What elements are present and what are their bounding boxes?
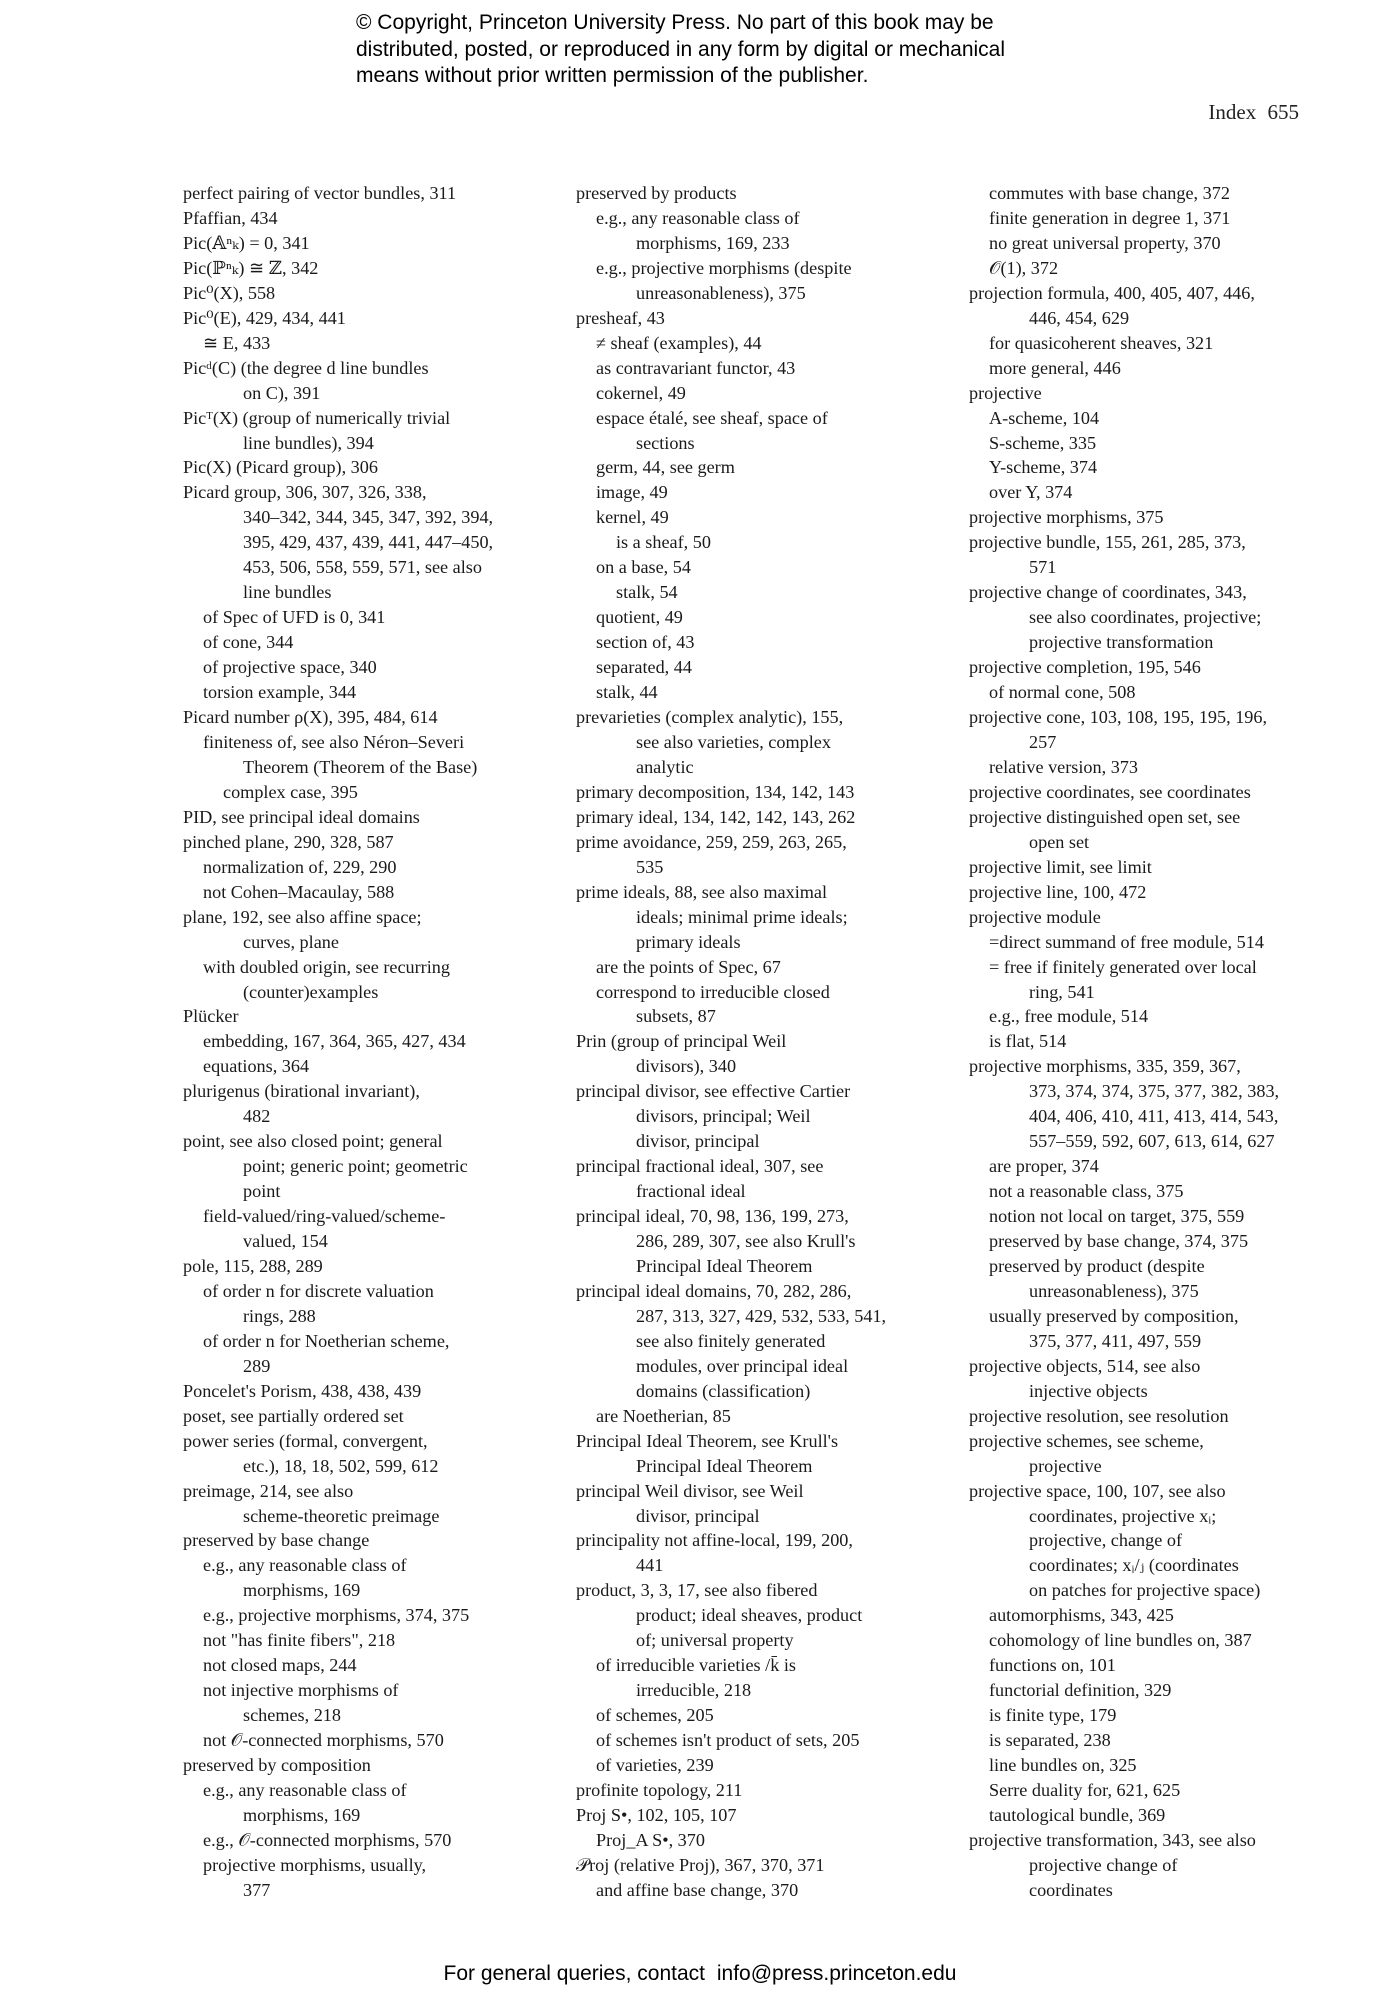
index-entry: 287, 313, 327, 429, 532, 533, 541, xyxy=(636,1305,887,1326)
index-entry: projective morphisms, 335, 359, 367, xyxy=(969,1056,1241,1077)
index-entry: not a reasonable class, 375 xyxy=(989,1181,1184,1202)
index-entry: of irreducible varieties /k̄ is xyxy=(596,1655,796,1676)
index-entry: Picard number ρ(X), 395, 484, 614 xyxy=(183,707,438,728)
index-entry: not Cohen–Macaulay, 588 xyxy=(203,881,395,902)
index-entry: product; ideal sheaves, product xyxy=(636,1605,863,1626)
index-entry: correspond to irreducible closed xyxy=(596,981,830,1002)
index-entry: e.g., any reasonable class of xyxy=(203,1780,407,1800)
index-entry: projective change of xyxy=(1029,1854,1178,1875)
index-entry: presheaf, 43 xyxy=(576,307,665,328)
index-entry: modules, over principal ideal xyxy=(636,1355,849,1376)
index-entry: point; generic point; geometric xyxy=(243,1156,468,1177)
index-entry: e.g., 𝒪-connected morphisms, 570 xyxy=(203,1829,452,1850)
footer-email-link[interactable]: info@press.princeton.edu xyxy=(716,1962,957,1985)
index-entry: of order n for discrete valuation xyxy=(203,1280,434,1301)
index-entry: prime avoidance, 259, 259, 263, 265, xyxy=(576,831,847,852)
index-entry: on patches for projective space) xyxy=(1029,1580,1261,1601)
index-entry: 482 xyxy=(243,1106,271,1127)
index-entry: projective line, 100, 472 xyxy=(969,881,1147,902)
index-entry: Pic⁰(E), 429, 434, 441 xyxy=(183,307,346,328)
index-entry: not injective morphisms of xyxy=(203,1680,399,1701)
index-entry: and affine base change, 370 xyxy=(596,1879,799,1900)
index-entry: preserved by composition xyxy=(183,1755,371,1776)
index-entry: subsets, 87 xyxy=(636,1006,716,1027)
index-entry: espace étalé, see sheaf, space of xyxy=(596,407,828,428)
index-entry: 289 xyxy=(243,1355,271,1376)
index-entry: 257 xyxy=(1029,731,1057,752)
index-entry: Pic⁰(X), 558 xyxy=(183,282,276,303)
index-entry: of schemes, 205 xyxy=(596,1705,714,1726)
index-entry: torsion example, 344 xyxy=(203,682,357,703)
index-entry: normalization of, 229, 290 xyxy=(203,856,397,877)
index-entry: Pic(X) (Picard group), 306 xyxy=(183,457,378,478)
index-entry: principal divisor, see effective Cartier xyxy=(576,1081,851,1102)
index-entry: kernel, 49 xyxy=(596,507,669,528)
index-entry: 453, 506, 558, 559, 571, see also xyxy=(243,557,482,578)
index-entry: commutes with base change, 372 xyxy=(989,183,1230,203)
index-entry: preimage, 214, see also xyxy=(183,1480,354,1501)
index-entry: ≠ sheaf (examples), 44 xyxy=(596,332,762,353)
index-entry: projective xyxy=(1029,1455,1102,1476)
index-entry: =direct summand of free module, 514 xyxy=(989,931,1264,952)
index-entry: open set xyxy=(1029,831,1090,852)
index-entry: image, 49 xyxy=(596,482,668,503)
index-entry: Serre duality for, 621, 625 xyxy=(989,1780,1181,1800)
index-entry: preserved by product (despite xyxy=(989,1255,1205,1276)
index-entry: principal fractional ideal, 307, see xyxy=(576,1156,824,1177)
index-entry: not 𝒪-connected morphisms, 570 xyxy=(203,1730,444,1751)
index-entry: notion not local on target, 375, 559 xyxy=(989,1206,1245,1227)
index-entry: e.g., free module, 514 xyxy=(989,1006,1149,1027)
index-entry: 441 xyxy=(636,1555,664,1576)
index-entry: 𝒪(1), 372 xyxy=(989,257,1059,278)
index-entry: Principal Ideal Theorem, see Krull's xyxy=(576,1430,839,1451)
section-title: Index xyxy=(1208,100,1257,124)
index-entry: for quasicoherent sheaves, 321 xyxy=(989,332,1214,353)
index-entry: PID, see principal ideal domains xyxy=(183,806,420,827)
index-entry: 377 xyxy=(243,1879,271,1900)
index-column-1 xyxy=(183,181,543,1903)
index-entry: projective limit, see limit xyxy=(969,856,1152,877)
index-entry: sections xyxy=(636,432,695,453)
index-entry: preserved by base change, 374, 375 xyxy=(989,1231,1249,1252)
index-entry: product, 3, 3, 17, see also fibered xyxy=(576,1580,818,1601)
index-entry: profinite topology, 211 xyxy=(576,1780,743,1800)
index-entry: ≅ E, 433 xyxy=(203,332,271,353)
index-entry: point, see also closed point; general xyxy=(183,1131,443,1152)
index-column-3 xyxy=(969,181,1319,1903)
index-entry: cohomology of line bundles on, 387 xyxy=(989,1630,1252,1651)
index-entry: on a base, 54 xyxy=(596,557,691,578)
index-entry: etc.), 18, 18, 502, 599, 612 xyxy=(243,1455,439,1476)
index-entry: Poncelet's Porism, 438, 438, 439 xyxy=(183,1380,422,1401)
index-entry: line bundles on, 325 xyxy=(989,1755,1137,1776)
index-entry: curves, plane xyxy=(243,931,339,952)
index-entry: projective bundle, 155, 261, 285, 373, xyxy=(969,532,1246,553)
index-entry: see also coordinates, projective; xyxy=(1029,607,1262,628)
index-entry: of; universal property xyxy=(636,1630,794,1651)
index-entry: projection formula, 400, 405, 407, 446, xyxy=(969,282,1255,303)
index-entry: functorial definition, 329 xyxy=(989,1680,1172,1701)
index-entry: projective objects, 514, see also xyxy=(969,1355,1201,1376)
index-entry: prime ideals, 88, see also maximal xyxy=(576,881,828,902)
index-entry: of schemes isn't product of sets, 205 xyxy=(596,1730,860,1751)
index-entry: Principal Ideal Theorem xyxy=(636,1455,813,1476)
index-entry: plane, 192, see also affine space; xyxy=(183,906,422,927)
page-number: 655 xyxy=(1267,100,1299,124)
index-entry: divisor, principal xyxy=(636,1505,760,1526)
index-entry: e.g., projective morphisms, 374, 375 xyxy=(203,1605,470,1626)
index-entry: equations, 364 xyxy=(203,1056,310,1077)
index-entry: not closed maps, 244 xyxy=(203,1655,357,1676)
index-entry: primary ideal, 134, 142, 142, 143, 262 xyxy=(576,806,856,827)
index-entry: morphisms, 169 xyxy=(243,1804,361,1825)
index-entry: prevarieties (complex analytic), 155, xyxy=(576,707,844,728)
index-entry: principal ideal domains, 70, 282, 286, xyxy=(576,1280,852,1301)
index-entry: irreducible, 218 xyxy=(636,1680,752,1701)
index-entry: divisor, principal xyxy=(636,1131,760,1152)
index-entry: projective schemes, see scheme, xyxy=(969,1430,1204,1451)
index-entry: 557–559, 592, 607, 613, 614, 627 xyxy=(1029,1131,1275,1152)
index-entry: projective distinguished open set, see xyxy=(969,806,1241,827)
index-entry: projective change of coordinates, 343, xyxy=(969,582,1247,603)
index-entry: of order n for Noetherian scheme, xyxy=(203,1330,450,1351)
index-entry: over Y, 374 xyxy=(989,482,1073,503)
index-entry: of Spec of UFD is 0, 341 xyxy=(203,607,386,628)
index-entry: 𝒫roj (relative Proj), 367, 370, 371 xyxy=(576,1854,825,1875)
index-entry: projective coordinates, see coordinates xyxy=(969,781,1251,802)
index-entry: 571 xyxy=(1029,557,1057,578)
index-column-2 xyxy=(576,181,936,1903)
index-entry: ideals; minimal prime ideals; xyxy=(636,906,848,927)
index-entry: e.g., any reasonable class of xyxy=(596,207,800,228)
index-entry: unreasonableness), 375 xyxy=(1029,1280,1199,1301)
index-entry: with doubled origin, see recurring xyxy=(203,956,450,977)
copyright-line: distributed, posted, or reproduced in any form by digital or mechanical xyxy=(356,37,1006,61)
index-entry: rings, 288 xyxy=(243,1305,316,1326)
index-entry: coordinates xyxy=(1029,1879,1113,1900)
index-entry: preserved by base change xyxy=(183,1530,370,1551)
index-entry: valued, 154 xyxy=(243,1231,328,1252)
copyright-notice xyxy=(356,10,1116,90)
index-entry: projective resolution, see resolution xyxy=(969,1405,1229,1426)
index-entry: stalk, 44 xyxy=(596,682,658,703)
index-entry: is a sheaf, 50 xyxy=(616,532,711,553)
index-entry: Pic(𝔸ⁿₖ) = 0, 341 xyxy=(183,232,310,253)
footer-label: For general queries, contact xyxy=(443,1962,705,1985)
index-entry: A-scheme, 104 xyxy=(989,407,1100,428)
index-entry: of varieties, 239 xyxy=(596,1755,714,1776)
index-entry: Picᵈ(C) (the degree d line bundles xyxy=(183,357,429,378)
index-entry: not "has finite fibers", 218 xyxy=(203,1630,396,1651)
index-entry: principality not affine-local, 199, 200, xyxy=(576,1530,853,1551)
index-entry: separated, 44 xyxy=(596,657,692,678)
index-entry: principal ideal, 70, 98, 136, 199, 273, xyxy=(576,1206,849,1227)
running-header xyxy=(1208,100,1299,125)
index-entry: schemes, 218 xyxy=(243,1705,341,1726)
index-entry: automorphisms, 343, 425 xyxy=(989,1605,1174,1626)
index-entry: Pfaffian, 434 xyxy=(183,207,278,228)
index-entry: plurigenus (birational invariant), xyxy=(183,1081,420,1102)
index-entry: tautological bundle, 369 xyxy=(989,1804,1166,1825)
index-entry: perfect pairing of vector bundles, 311 xyxy=(183,183,457,203)
index-entry: ring, 541 xyxy=(1029,981,1095,1002)
index-entry: projective transformation xyxy=(1029,632,1214,653)
index-entry: finiteness of, see also Néron–Severi xyxy=(203,731,465,752)
index-entry: projective transformation, 343, see also xyxy=(969,1829,1256,1850)
index-entry: fractional ideal xyxy=(636,1181,746,1202)
index-entry: more general, 446 xyxy=(989,357,1121,378)
index-entry: 373, 374, 374, 375, 377, 382, 383, xyxy=(1029,1081,1280,1102)
index-entry: is finite type, 179 xyxy=(989,1705,1117,1726)
index-entry: projective space, 100, 107, see also xyxy=(969,1480,1226,1501)
index-entry: section of, 43 xyxy=(596,632,695,653)
index-entry: see also finitely generated xyxy=(636,1330,826,1351)
index-entry: Picᵀ(X) (group of numerically trivial xyxy=(183,407,451,428)
index-entry: cokernel, 49 xyxy=(596,382,686,403)
index-entry: morphisms, 169 xyxy=(243,1580,361,1601)
index-entry: projective morphisms, usually, xyxy=(203,1854,427,1875)
index-entry: preserved by products xyxy=(576,183,737,203)
index-entry: of projective space, 340 xyxy=(203,657,377,678)
index-entry: of normal cone, 508 xyxy=(989,682,1136,703)
index-entry: Plücker xyxy=(183,1006,239,1027)
index-entry: e.g., any reasonable class of xyxy=(203,1555,407,1576)
index-entry: Proj S•, 102, 105, 107 xyxy=(576,1804,737,1825)
index-entry: no great universal property, 370 xyxy=(989,232,1221,253)
index-entry: finite generation in degree 1, 371 xyxy=(989,207,1231,228)
footer xyxy=(0,1962,1400,1986)
index-entry: functions on, 101 xyxy=(989,1655,1116,1676)
index-entry: (counter)examples xyxy=(243,981,379,1002)
index-entry: quotient, 49 xyxy=(596,607,683,628)
index-entry: primary ideals xyxy=(636,931,741,952)
index-entry: poset, see partially ordered set xyxy=(183,1405,404,1426)
index-entry: 446, 454, 629 xyxy=(1029,307,1130,328)
index-entry: as contravariant functor, 43 xyxy=(596,357,796,378)
index-entry: coordinates; xᵢ/ⱼ (coordinates xyxy=(1029,1555,1239,1576)
index-entry: unreasonableness), 375 xyxy=(636,282,806,303)
copyright-line: means without prior written permission of the publisher. xyxy=(356,64,869,87)
index-entry: embedding, 167, 364, 365, 427, 434 xyxy=(203,1031,466,1052)
index-entry: divisors, principal; Weil xyxy=(636,1106,811,1127)
index-entry: 286, 289, 307, see also Krull's xyxy=(636,1231,856,1252)
index-entry: line bundles), 394 xyxy=(243,432,374,453)
index-entry: = free if finitely generated over local xyxy=(989,956,1257,977)
index-entry: power series (formal, convergent, xyxy=(183,1430,428,1451)
index-entry: see also varieties, complex xyxy=(636,731,831,752)
index-entry: usually preserved by composition, xyxy=(989,1305,1239,1326)
index-entry: domains (classification) xyxy=(636,1380,811,1401)
index-entry: e.g., projective morphisms (despite xyxy=(596,257,852,278)
index-entry: Picard group, 306, 307, 326, 338, xyxy=(183,482,427,503)
index-entry: are the points of Spec, 67 xyxy=(596,956,781,977)
index-entry: 340–342, 344, 345, 347, 392, 394, xyxy=(243,507,494,528)
index-entry: 375, 377, 411, 497, 559 xyxy=(1029,1330,1202,1351)
index-entry: point xyxy=(243,1181,281,1202)
index-entry: relative version, 373 xyxy=(989,756,1138,777)
index-entry: Principal Ideal Theorem xyxy=(636,1255,813,1276)
index-entry: pole, 115, 288, 289 xyxy=(183,1255,323,1276)
index-entry: divisors), 340 xyxy=(636,1056,737,1077)
index-entry: of cone, 344 xyxy=(203,632,294,653)
index-entry: analytic xyxy=(636,756,694,777)
index-entry: principal Weil divisor, see Weil xyxy=(576,1480,804,1501)
index-entry: complex case, 395 xyxy=(223,781,358,802)
index-entry: coordinates, projective xᵢ; xyxy=(1029,1505,1217,1526)
index-entry: germ, 44, see germ xyxy=(596,457,735,478)
index-entry: Pic(ℙⁿₖ) ≅ ℤ, 342 xyxy=(183,257,319,278)
index-entry: on C), 391 xyxy=(243,382,321,403)
index-entry: projective module xyxy=(969,906,1101,927)
copyright-line: © Copyright, Princeton University Press. No part of this book may be xyxy=(356,11,994,34)
index-entry: 395, 429, 437, 439, 441, 447–450, xyxy=(243,532,494,553)
index-entry: Prin (group of principal Weil xyxy=(576,1031,787,1052)
index-entry: 535 xyxy=(636,856,664,877)
index-entry: injective objects xyxy=(1029,1380,1148,1401)
index-entry: scheme-theoretic preimage xyxy=(243,1505,440,1526)
index-entry: is flat, 514 xyxy=(989,1031,1067,1052)
index-entry: are Noetherian, 85 xyxy=(596,1405,731,1426)
index-entry: S-scheme, 335 xyxy=(989,432,1097,453)
index-entry: Y-scheme, 374 xyxy=(989,457,1098,478)
index-entry: Theorem (Theorem of the Base) xyxy=(243,756,478,777)
index-entry: field-valued/ring-valued/scheme- xyxy=(203,1206,446,1227)
index-entry: projective morphisms, 375 xyxy=(969,507,1164,528)
index-entry: is separated, 238 xyxy=(989,1730,1111,1751)
index-entry: Proj_A S•, 370 xyxy=(596,1829,705,1850)
index-entry: projective, change of xyxy=(1029,1530,1183,1551)
index-entry: projective xyxy=(969,382,1042,403)
index-entry: primary decomposition, 134, 142, 143 xyxy=(576,781,855,802)
index-entry: stalk, 54 xyxy=(616,582,678,603)
index-entry: morphisms, 169, 233 xyxy=(636,232,790,253)
index-entry: projective cone, 103, 108, 195, 195, 196, xyxy=(969,707,1268,728)
index-entry: are proper, 374 xyxy=(989,1156,1099,1177)
index-entry: projective completion, 195, 546 xyxy=(969,657,1201,678)
index-entry: pinched plane, 290, 328, 587 xyxy=(183,831,394,852)
index-entry: line bundles xyxy=(243,582,332,603)
index-entry: 404, 406, 410, 411, 413, 414, 543, xyxy=(1029,1106,1279,1127)
